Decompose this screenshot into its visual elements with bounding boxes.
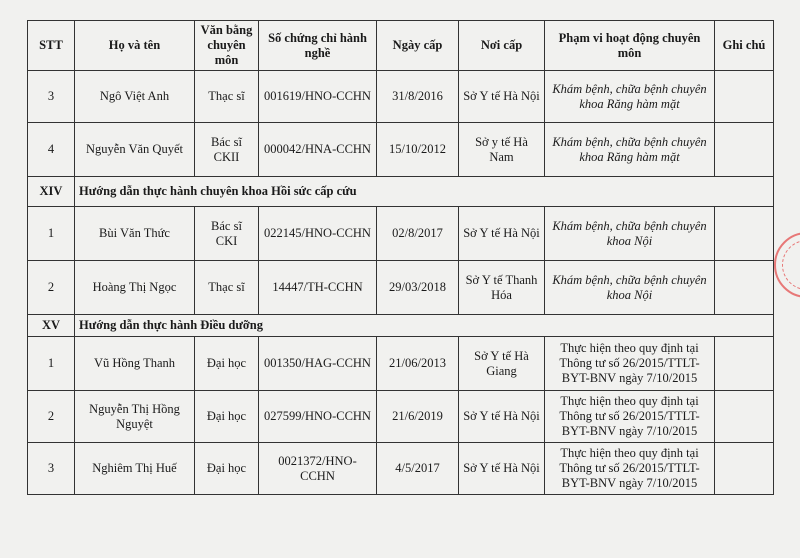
cell-note	[715, 337, 774, 391]
cell-name: Hoàng Thị Ngọc	[75, 261, 195, 315]
cell-degree: Đại học	[195, 391, 259, 443]
cell-cert: 001619/HNO-CCHN	[259, 71, 377, 123]
cell-scope: Thực hiện theo quy định tại Thông tư số 26/2015/TTLT-BYT-BNV ngày 7/10/2015	[545, 337, 715, 391]
practitioner-table	[27, 20, 774, 495]
table-row	[28, 207, 774, 261]
cell-note	[715, 207, 774, 261]
cell-stt: 3	[28, 443, 75, 495]
table-row	[28, 71, 774, 123]
table-row	[28, 443, 774, 495]
cell-name: Ngô Việt Anh	[75, 71, 195, 123]
cell-scope: Khám bệnh, chữa bệnh chuyên khoa Nội	[545, 207, 715, 261]
cell-name: Bùi Văn Thức	[75, 207, 195, 261]
cell-degree: Bác sĩ CKII	[195, 123, 259, 177]
section-row-xv	[28, 315, 774, 337]
header-cert: Số chứng chỉ hành nghề	[259, 21, 377, 71]
cell-scope: Khám bệnh, chữa bệnh chuyên khoa Răng hàm mặt	[545, 71, 715, 123]
cell-name: Nguyễn Văn Quyết	[75, 123, 195, 177]
cell-stt: 2	[28, 261, 75, 315]
cell-degree: Bác sĩ CKI	[195, 207, 259, 261]
cell-note	[715, 261, 774, 315]
cell-degree: Thạc sĩ	[195, 261, 259, 315]
section-number: XV	[28, 315, 75, 337]
cell-place: Sở Y tế Hà Nội	[459, 207, 545, 261]
cell-scope: Thực hiện theo quy định tại Thông tư số 26/2015/TTLT-BYT-BNV ngày 7/10/2015	[545, 443, 715, 495]
cell-degree: Thạc sĩ	[195, 71, 259, 123]
cell-place: Sở Y tế Hà Nội	[459, 391, 545, 443]
cell-degree: Đại học	[195, 337, 259, 391]
cell-place: Sở Y tế Thanh Hóa	[459, 261, 545, 315]
table-row	[28, 337, 774, 391]
cell-note	[715, 443, 774, 495]
header-row	[28, 21, 774, 71]
table-row	[28, 123, 774, 177]
cell-cert: 000042/HNA-CCHN	[259, 123, 377, 177]
cell-scope: Khám bệnh, chữa bệnh chuyên khoa Nội	[545, 261, 715, 315]
section-title: Hướng dẫn thực hành chuyên khoa Hồi sức cấp cứu	[75, 177, 774, 207]
header-place: Nơi cấp	[459, 21, 545, 71]
cell-stt: 2	[28, 391, 75, 443]
cell-date: 15/10/2012	[377, 123, 459, 177]
cell-date: 29/03/2018	[377, 261, 459, 315]
cell-date: 21/06/2013	[377, 337, 459, 391]
header-note: Ghi chú	[715, 21, 774, 71]
cell-cert: 14447/TH-CCHN	[259, 261, 377, 315]
cell-stt: 3	[28, 71, 75, 123]
table-row	[28, 391, 774, 443]
section-row-xiv	[28, 177, 774, 207]
cell-stt: 1	[28, 207, 75, 261]
cell-cert: 001350/HAG-CCHN	[259, 337, 377, 391]
header-stt: STT	[28, 21, 75, 71]
cell-date: 4/5/2017	[377, 443, 459, 495]
header-date: Ngày cấp	[377, 21, 459, 71]
cell-name: Vũ Hồng Thanh	[75, 337, 195, 391]
section-number: XIV	[28, 177, 75, 207]
header-degree: Văn bằng chuyên môn	[195, 21, 259, 71]
cell-scope: Khám bệnh, chữa bệnh chuyên khoa Răng hàm mặt	[545, 123, 715, 177]
cell-cert: 022145/HNO-CCHN	[259, 207, 377, 261]
red-stamp-seal	[774, 232, 800, 298]
cell-place: Sở y tế Hà Nam	[459, 123, 545, 177]
cell-stt: 4	[28, 123, 75, 177]
cell-scope: Thực hiện theo quy định tại Thông tư số 26/2015/TTLT-BYT-BNV ngày 7/10/2015	[545, 391, 715, 443]
cell-name: Nguyễn Thị Hồng Nguyệt	[75, 391, 195, 443]
cell-note	[715, 391, 774, 443]
cell-place: Sở Y tế Hà Nội	[459, 71, 545, 123]
cell-note	[715, 123, 774, 177]
cell-date: 31/8/2016	[377, 71, 459, 123]
header-name: Họ và tên	[75, 21, 195, 71]
section-title: Hướng dẫn thực hành Điều dưỡng	[75, 315, 774, 337]
cell-place: Sở Y tế Hà Giang	[459, 337, 545, 391]
table-row	[28, 261, 774, 315]
cell-cert: 0021372/HNO-CCHN	[259, 443, 377, 495]
cell-stt: 1	[28, 337, 75, 391]
cell-date: 02/8/2017	[377, 207, 459, 261]
cell-name: Nghiêm Thị Huế	[75, 443, 195, 495]
cell-cert: 027599/HNO-CCHN	[259, 391, 377, 443]
cell-note	[715, 71, 774, 123]
cell-place: Sở Y tế Hà Nội	[459, 443, 545, 495]
header-scope: Phạm vi hoạt động chuyên môn	[545, 21, 715, 71]
cell-date: 21/6/2019	[377, 391, 459, 443]
cell-degree: Đại học	[195, 443, 259, 495]
